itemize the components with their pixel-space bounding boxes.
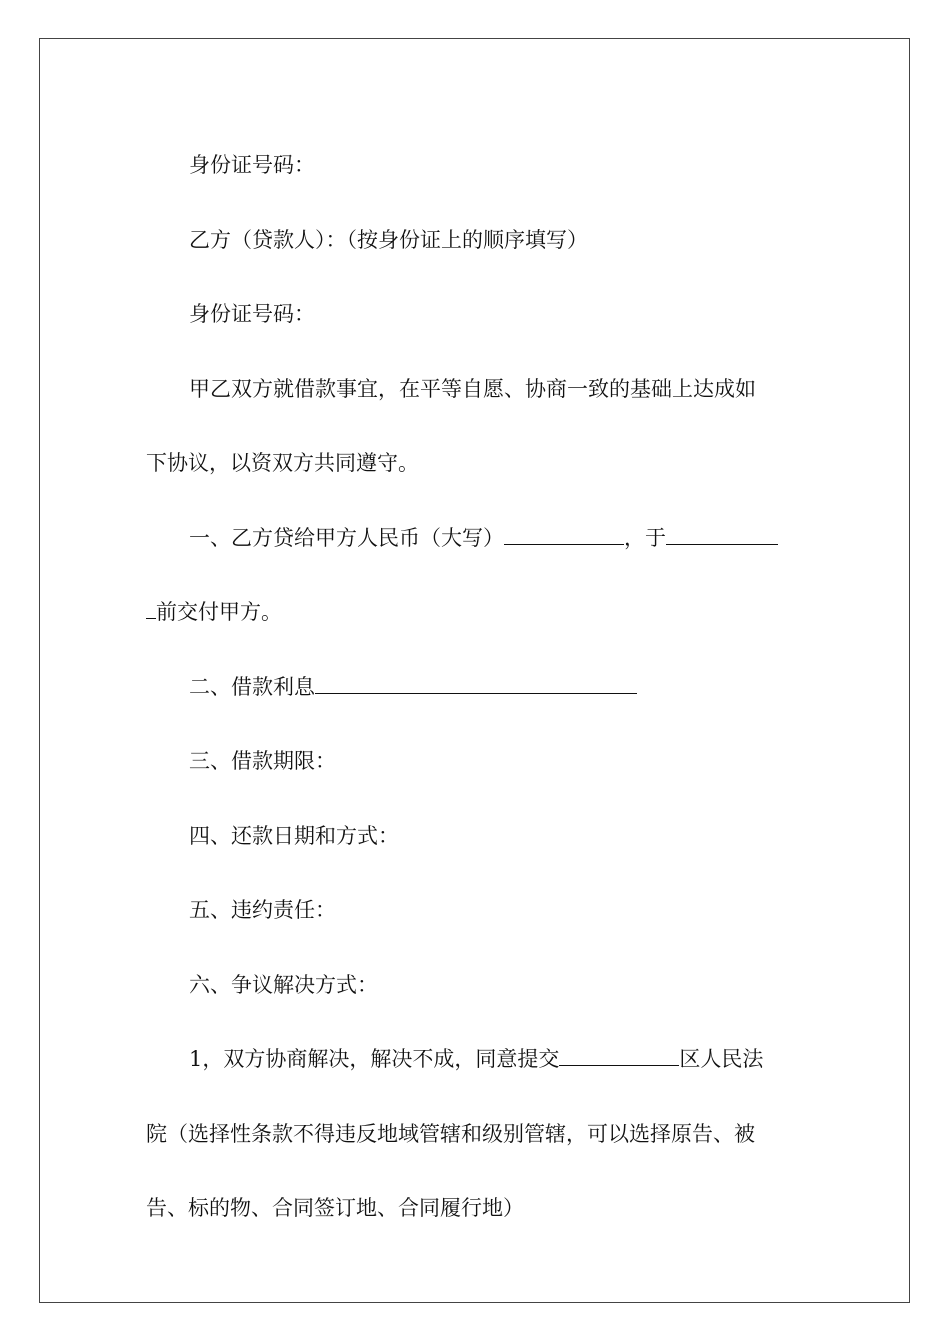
agreement-intro-text: 下协议，以资双方共同遵守。 <box>146 451 419 475</box>
date-blank[interactable] <box>666 526 778 545</box>
clause-1-line <box>146 501 806 576</box>
clause-4-line <box>146 799 806 874</box>
date-blank-continuation[interactable] <box>146 600 156 619</box>
party-b-label: 乙方（贷款人）：（按身份证上的顺序填写） <box>189 227 588 252</box>
clause-2-line <box>146 650 806 725</box>
clause-6-1-note-text: 告、标的物、合同签订地、合同履行地） <box>146 1196 524 1220</box>
id-number-label: 身份证号码： <box>189 153 315 177</box>
interest-blank[interactable] <box>315 675 637 694</box>
clause-6-1-court-text: 区人民法 <box>679 1047 764 1071</box>
id-number-label: 身份证号码： <box>189 302 315 326</box>
clause-5-text: 五、违约责任： <box>189 898 336 922</box>
clause-2-text: 二、借款利息 <box>189 674 315 699</box>
id-number-line-a <box>146 128 806 203</box>
party-b-line <box>146 203 806 278</box>
clause-6-1-continuation-1 <box>146 1097 806 1172</box>
clause-6-1-note-text: 院（选择性条款不得违反地域管辖和级别管辖，可以选择原告、被 <box>146 1121 755 1146</box>
clause-4-text: 四、还款日期和方式： <box>189 823 399 848</box>
clause-6-1-continuation-2 <box>146 1171 806 1246</box>
agreement-intro-text: 甲乙双方就借款事宜，在平等自愿、协商一致的基础上达成如 <box>189 376 756 401</box>
clause-1-delivery-text: 前交付甲方。 <box>156 600 282 624</box>
amount-blank[interactable] <box>504 526 624 545</box>
clause-5-line <box>146 873 806 948</box>
agreement-intro-line-2 <box>146 426 806 501</box>
agreement-intro-line-1 <box>146 352 806 427</box>
clause-6-text: 六、争议解决方式： <box>189 972 378 997</box>
clause-6-line <box>146 948 806 1023</box>
clause-1-text: 一、乙方贷给甲方人民币（大写） <box>189 525 504 550</box>
id-number-line-b <box>146 277 806 352</box>
clause-6-1-text: 1，双方协商解决，解决不成，同意提交 <box>189 1047 560 1071</box>
clause-1-continuation <box>146 575 806 650</box>
contract-body <box>146 128 806 1246</box>
clause-3-line <box>146 724 806 799</box>
court-district-blank[interactable] <box>559 1047 679 1066</box>
clause-3-text: 三、借款期限： <box>189 749 336 773</box>
clause-1-separator: ，于 <box>624 525 666 550</box>
clause-6-1-line <box>146 1022 806 1097</box>
